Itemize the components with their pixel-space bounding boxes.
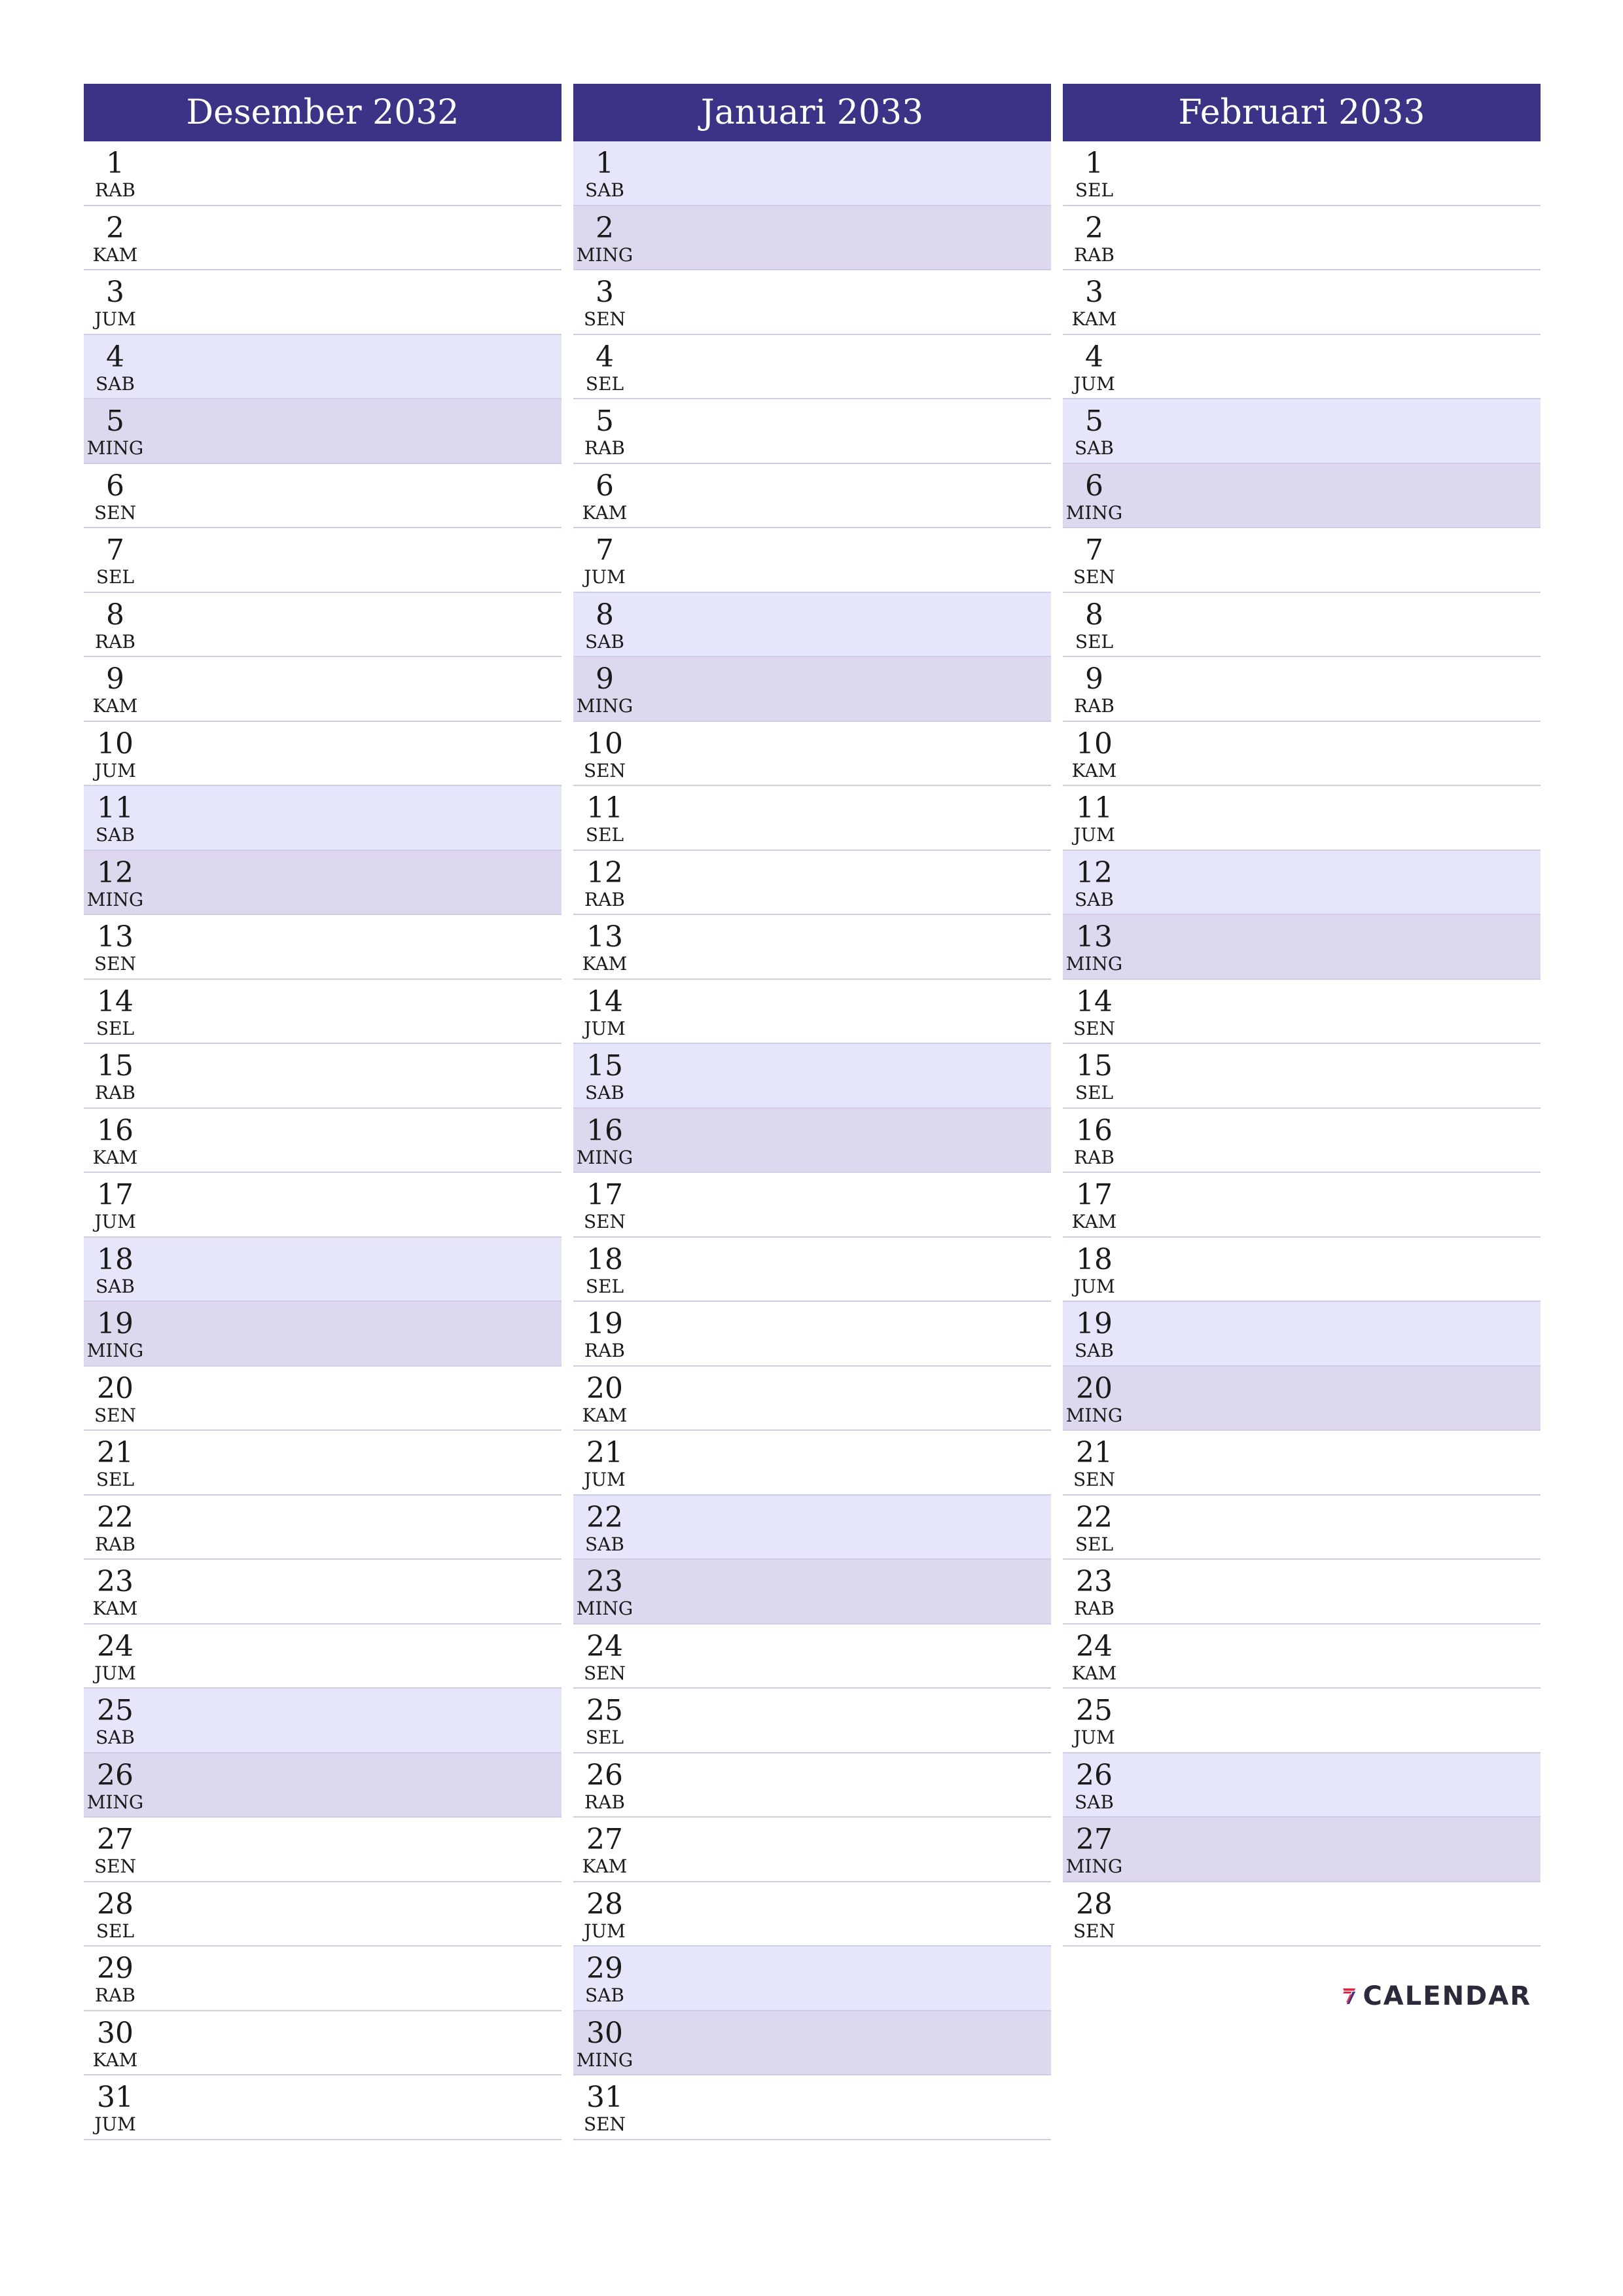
day-row <box>1063 722 1541 787</box>
day-row <box>1063 1431 1541 1496</box>
day-row <box>84 1367 562 1431</box>
day-row <box>1063 464 1541 529</box>
day-number: 14 <box>1076 984 1113 1018</box>
weekday-abbrev: KAM <box>582 501 628 524</box>
day-row <box>573 722 1051 787</box>
day-row <box>84 141 562 206</box>
weekday-abbrev: MING <box>576 1146 633 1168</box>
day-number: 10 <box>97 726 134 761</box>
weekday-abbrev: JUM <box>94 1211 136 1232</box>
day-row <box>1063 399 1541 464</box>
weekday-abbrev: RAB <box>95 1533 135 1555</box>
day-row <box>84 1302 562 1367</box>
weekday-abbrev: MING <box>86 1791 144 1813</box>
day-number: 24 <box>1076 1629 1113 1663</box>
weekday-abbrev: SAB <box>1075 1791 1114 1813</box>
weekday-abbrev: SEN <box>583 308 626 330</box>
day-row <box>1063 851 1541 916</box>
day-number: 3 <box>1085 276 1103 309</box>
day-number: 3 <box>596 276 614 309</box>
day-number: 2 <box>106 211 124 245</box>
day-number: 9 <box>1085 662 1103 696</box>
day-row <box>1063 1882 1541 1947</box>
weekday-abbrev: SAB <box>96 1275 135 1297</box>
weekday-abbrev: SEN <box>94 1856 137 1877</box>
weekday-abbrev: SEN <box>1073 1017 1116 1039</box>
day-number: 17 <box>97 1178 134 1211</box>
weekday-abbrev: MING <box>576 243 633 266</box>
day-number: 1 <box>596 147 614 180</box>
day-row <box>573 851 1051 916</box>
day-number: 12 <box>1076 855 1113 889</box>
weekday-abbrev: RAB <box>95 1984 135 2006</box>
day-row <box>1063 1624 1541 1689</box>
day-number: 12 <box>586 855 623 889</box>
day-number: 8 <box>106 598 124 632</box>
weekday-abbrev: KAM <box>582 1856 628 1877</box>
day-number: 5 <box>106 404 124 438</box>
weekday-abbrev: SEL <box>96 1469 135 1490</box>
weekday-abbrev: SAB <box>585 1082 624 1103</box>
day-number: 2 <box>1085 211 1103 245</box>
weekday-abbrev: RAB <box>1074 243 1115 266</box>
weekday-abbrev: KAM <box>92 1598 138 1619</box>
day-number: 18 <box>586 1242 623 1276</box>
day-number: 27 <box>586 1823 623 1856</box>
weekday-abbrev: SEN <box>583 1211 626 1232</box>
day-number: 6 <box>1085 469 1103 503</box>
weekday-abbrev: SEL <box>585 1727 624 1748</box>
weekday-abbrev: SEN <box>94 501 137 524</box>
day-number: 10 <box>586 726 623 761</box>
weekday-abbrev: SAB <box>96 1727 135 1748</box>
day-number: 15 <box>586 1049 623 1083</box>
day-number: 18 <box>97 1242 134 1276</box>
weekday-abbrev: RAB <box>95 630 135 653</box>
day-row <box>573 141 1051 206</box>
day-number: 26 <box>97 1758 134 1792</box>
weekday-abbrev: SAB <box>1075 888 1114 910</box>
day-number: 7 <box>106 533 124 567</box>
day-row <box>84 335 562 400</box>
weekday-abbrev: MING <box>86 437 144 459</box>
day-row <box>1063 1173 1541 1238</box>
day-row <box>573 1753 1051 1818</box>
weekday-abbrev: SEL <box>96 566 135 588</box>
weekday-abbrev: KAM <box>582 953 628 975</box>
day-row <box>84 1109 562 1174</box>
calendar-months <box>84 84 1541 2165</box>
day-row <box>84 786 562 851</box>
day-number: 22 <box>586 1500 623 1534</box>
day-row <box>84 2011 562 2076</box>
weekday-abbrev: MING <box>1065 501 1123 524</box>
weekday-abbrev: SAB <box>585 1984 624 2006</box>
day-number: 22 <box>97 1500 134 1534</box>
day-number: 28 <box>586 1887 623 1921</box>
day-number: 24 <box>586 1629 623 1663</box>
day-number: 1 <box>106 147 124 180</box>
day-row <box>84 1689 562 1753</box>
weekday-abbrev: KAM <box>1071 1211 1117 1232</box>
day-row <box>573 335 1051 400</box>
weekday-abbrev: MING <box>1065 1404 1123 1426</box>
weekday-abbrev: JUM <box>1073 1727 1115 1748</box>
day-list <box>1063 141 1541 1946</box>
day-row <box>84 1882 562 1947</box>
day-row <box>573 1882 1051 1947</box>
day-row <box>1063 335 1541 400</box>
day-number: 13 <box>1076 920 1113 954</box>
weekday-abbrev: RAB <box>1074 1598 1115 1619</box>
weekday-abbrev: SEL <box>1075 1533 1114 1555</box>
day-number: 7 <box>1085 533 1103 567</box>
day-number: 16 <box>97 1113 134 1147</box>
weekday-abbrev: SEL <box>1075 630 1114 653</box>
day-number: 17 <box>586 1178 623 1211</box>
day-row <box>84 1946 562 2011</box>
day-row <box>84 1496 562 1560</box>
day-row <box>84 1431 562 1496</box>
weekday-abbrev: JUM <box>1073 372 1115 395</box>
day-number: 30 <box>586 2016 623 2050</box>
weekday-abbrev: JUM <box>94 759 136 781</box>
brand-name: CALENDAR <box>1363 1981 1531 2011</box>
day-number: 13 <box>586 920 623 954</box>
day-row <box>573 464 1051 529</box>
day-row <box>573 657 1051 722</box>
month-title: Februari 2033 <box>1063 84 1541 141</box>
day-row <box>573 399 1051 464</box>
day-row <box>84 2075 562 2140</box>
weekday-abbrev: MING <box>576 695 633 717</box>
day-number: 27 <box>1076 1823 1113 1856</box>
day-number: 9 <box>596 662 614 696</box>
day-number: 9 <box>106 662 124 696</box>
weekday-abbrev: MING <box>86 1340 144 1361</box>
day-row <box>573 915 1051 980</box>
day-number: 8 <box>1085 598 1103 632</box>
weekday-abbrev: KAM <box>92 243 138 266</box>
day-number: 25 <box>97 1694 134 1727</box>
weekday-abbrev: SEL <box>96 1920 135 1942</box>
day-row <box>1063 1238 1541 1302</box>
weekday-abbrev: SAB <box>96 372 135 395</box>
day-number: 15 <box>1076 1049 1113 1083</box>
day-row <box>84 722 562 787</box>
weekday-abbrev: RAB <box>95 1082 135 1103</box>
weekday-abbrev: JUM <box>584 1469 626 1490</box>
day-number: 19 <box>1076 1307 1113 1340</box>
day-number: 29 <box>97 1952 134 1985</box>
month-column-january <box>573 84 1051 2140</box>
day-row <box>84 1624 562 1689</box>
day-row <box>1063 786 1541 851</box>
day-number: 18 <box>1076 1242 1113 1276</box>
day-row <box>1063 1753 1541 1818</box>
month-title: Desember 2032 <box>84 84 562 141</box>
weekday-abbrev: SEL <box>1075 179 1114 201</box>
weekday-abbrev: RAB <box>1074 1146 1115 1168</box>
weekday-abbrev: RAB <box>584 437 625 459</box>
day-row <box>1063 1109 1541 1174</box>
day-number: 6 <box>106 469 124 503</box>
day-row <box>573 206 1051 271</box>
weekday-abbrev: KAM <box>582 1404 628 1426</box>
day-row <box>84 464 562 529</box>
weekday-abbrev: RAB <box>1074 695 1115 717</box>
day-row <box>1063 270 1541 335</box>
day-row <box>573 1496 1051 1560</box>
weekday-abbrev: JUM <box>584 566 626 588</box>
weekday-abbrev: RAB <box>95 179 135 201</box>
day-number: 27 <box>97 1823 134 1856</box>
day-row <box>573 270 1051 335</box>
day-number: 23 <box>586 1565 623 1598</box>
day-number: 4 <box>1085 340 1103 374</box>
weekday-abbrev: SAB <box>585 1533 624 1555</box>
weekday-abbrev: MING <box>1065 953 1123 975</box>
day-row <box>573 980 1051 1045</box>
weekday-abbrev: MING <box>576 1598 633 1619</box>
day-row <box>84 1044 562 1109</box>
day-number: 14 <box>97 984 134 1018</box>
day-row <box>1063 1818 1541 1882</box>
weekday-abbrev: JUM <box>1073 1275 1115 1297</box>
day-number: 20 <box>97 1371 134 1405</box>
day-row <box>573 1302 1051 1367</box>
day-row <box>84 1238 562 1302</box>
day-number: 30 <box>97 2016 134 2050</box>
day-number: 3 <box>106 276 124 309</box>
weekday-abbrev: SEL <box>585 824 624 846</box>
day-number: 31 <box>586 2081 623 2114</box>
day-row <box>573 2011 1051 2076</box>
weekday-abbrev: KAM <box>92 1146 138 1168</box>
day-row <box>1063 593 1541 658</box>
day-row <box>84 1753 562 1818</box>
weekday-abbrev: SEL <box>585 1275 624 1297</box>
day-row <box>84 915 562 980</box>
day-number: 19 <box>97 1307 134 1340</box>
day-row <box>84 1818 562 1882</box>
weekday-abbrev: JUM <box>584 1017 626 1039</box>
day-number: 4 <box>106 340 124 374</box>
day-row <box>1063 1689 1541 1753</box>
day-row <box>1063 980 1541 1045</box>
day-row <box>1063 528 1541 593</box>
day-number: 21 <box>1076 1436 1113 1469</box>
day-number: 16 <box>1076 1113 1113 1147</box>
day-row <box>573 1173 1051 1238</box>
weekday-abbrev: KAM <box>92 2049 138 2071</box>
day-row <box>84 851 562 916</box>
weekday-abbrev: RAB <box>584 1340 625 1361</box>
day-number: 28 <box>97 1887 134 1921</box>
weekday-abbrev: KAM <box>1071 759 1117 781</box>
day-row <box>573 593 1051 658</box>
day-number: 25 <box>1076 1694 1113 1727</box>
day-row <box>573 1367 1051 1431</box>
day-row <box>573 1624 1051 1689</box>
day-number: 5 <box>596 404 614 438</box>
day-list <box>573 141 1051 2140</box>
day-row <box>573 1560 1051 1624</box>
weekday-abbrev: JUM <box>584 1920 626 1942</box>
weekday-abbrev: SAB <box>1075 437 1114 459</box>
day-row <box>573 786 1051 851</box>
day-row <box>84 980 562 1045</box>
day-number: 11 <box>97 791 134 825</box>
weekday-abbrev: SEN <box>583 1662 626 1684</box>
weekday-abbrev: MING <box>86 888 144 910</box>
day-row <box>573 528 1051 593</box>
weekday-abbrev: SEN <box>1073 566 1116 588</box>
weekday-abbrev: KAM <box>1071 308 1117 330</box>
weekday-abbrev: KAM <box>1071 1662 1117 1684</box>
day-row <box>84 1173 562 1238</box>
weekday-abbrev: RAB <box>584 888 625 910</box>
day-row <box>84 1560 562 1624</box>
weekday-abbrev: JUM <box>94 2113 136 2135</box>
day-row <box>84 399 562 464</box>
day-number: 21 <box>586 1436 623 1469</box>
day-row <box>1063 141 1541 206</box>
day-number: 17 <box>1076 1178 1113 1211</box>
day-number: 20 <box>1076 1371 1113 1405</box>
seven-logo-icon <box>1342 1971 1356 2021</box>
weekday-abbrev: JUM <box>1073 824 1115 846</box>
day-row <box>84 657 562 722</box>
day-number: 10 <box>1076 726 1113 761</box>
month-column-february <box>1063 84 1541 1946</box>
day-number: 1 <box>1085 147 1103 180</box>
weekday-abbrev: SAB <box>1075 1340 1114 1361</box>
day-number: 2 <box>596 211 614 245</box>
day-row <box>84 206 562 271</box>
day-number: 26 <box>1076 1758 1113 1792</box>
day-list <box>84 141 562 2140</box>
day-number: 26 <box>586 1758 623 1792</box>
weekday-abbrev: SEN <box>583 2113 626 2135</box>
month-column-december <box>84 84 562 2140</box>
weekday-abbrev: KAM <box>92 695 138 717</box>
day-number: 29 <box>586 1952 623 1985</box>
day-number: 22 <box>1076 1500 1113 1534</box>
day-number: 4 <box>596 340 614 374</box>
day-row <box>573 1946 1051 2011</box>
weekday-abbrev: SEL <box>1075 1082 1114 1103</box>
day-number: 16 <box>586 1113 623 1147</box>
day-row <box>1063 206 1541 271</box>
day-row <box>573 1238 1051 1302</box>
day-row <box>1063 1044 1541 1109</box>
day-row <box>573 1044 1051 1109</box>
day-number: 12 <box>97 855 134 889</box>
weekday-abbrev: SEN <box>583 759 626 781</box>
weekday-abbrev: SAB <box>585 630 624 653</box>
day-number: 19 <box>586 1307 623 1340</box>
weekday-abbrev: JUM <box>94 308 136 330</box>
day-row <box>1063 1302 1541 1367</box>
day-number: 21 <box>97 1436 134 1469</box>
day-number: 11 <box>586 791 623 825</box>
weekday-abbrev: SEL <box>585 372 624 395</box>
day-row <box>1063 1496 1541 1560</box>
day-number: 23 <box>97 1565 134 1598</box>
weekday-abbrev: SAB <box>585 179 624 201</box>
day-row <box>1063 1560 1541 1624</box>
weekday-abbrev: SEN <box>1073 1920 1116 1942</box>
weekday-abbrev: MING <box>576 2049 633 2071</box>
weekday-abbrev: SEN <box>1073 1469 1116 1490</box>
weekday-abbrev: SEL <box>96 1017 135 1039</box>
day-number: 11 <box>1076 791 1113 825</box>
day-row <box>573 1109 1051 1174</box>
day-number: 5 <box>1085 404 1103 438</box>
day-row <box>1063 657 1541 722</box>
day-row <box>573 1689 1051 1753</box>
day-number: 31 <box>97 2081 134 2114</box>
day-row <box>573 1818 1051 1882</box>
weekday-abbrev: SAB <box>96 824 135 846</box>
weekday-abbrev: SEN <box>94 953 137 975</box>
day-number: 23 <box>1076 1565 1113 1598</box>
brand-logo <box>1342 1970 1531 2022</box>
day-number: 24 <box>97 1629 134 1663</box>
weekday-abbrev: SEN <box>94 1404 137 1426</box>
day-row <box>84 270 562 335</box>
month-title: Januari 2033 <box>573 84 1051 141</box>
weekday-abbrev: RAB <box>584 1791 625 1813</box>
day-number: 8 <box>596 598 614 632</box>
day-number: 25 <box>586 1694 623 1727</box>
weekday-abbrev: JUM <box>94 1662 136 1684</box>
day-row <box>1063 1367 1541 1431</box>
day-number: 15 <box>97 1049 134 1083</box>
day-row <box>84 528 562 593</box>
day-number: 7 <box>596 533 614 567</box>
day-number: 20 <box>586 1371 623 1405</box>
day-number: 6 <box>596 469 614 503</box>
day-row <box>84 593 562 658</box>
day-row <box>573 1431 1051 1496</box>
day-number: 14 <box>586 984 623 1018</box>
day-row <box>573 2075 1051 2140</box>
day-row <box>1063 915 1541 980</box>
day-number: 13 <box>97 920 134 954</box>
day-number: 28 <box>1076 1887 1113 1921</box>
weekday-abbrev: MING <box>1065 1856 1123 1877</box>
